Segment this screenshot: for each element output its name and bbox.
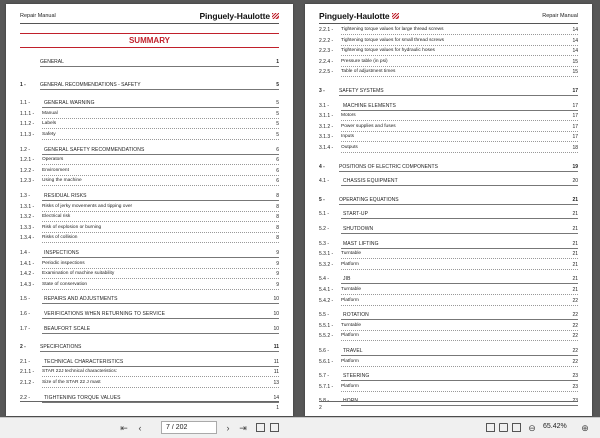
toc-num: 1.1.1 - xyxy=(20,110,35,117)
toc-title: Electrical risk xyxy=(42,214,71,220)
toc-page: 22 xyxy=(572,312,578,319)
toc-num: 5.5.1 - xyxy=(319,322,334,329)
toc-row[interactable] xyxy=(319,69,578,76)
toc-page: 11 xyxy=(273,369,279,376)
brand-logo xyxy=(319,11,399,21)
summary-title: SUMMARY xyxy=(20,33,279,48)
toc-num: 4 - xyxy=(319,163,325,170)
brand-flag-icon xyxy=(392,13,399,19)
toc-title: Inputs xyxy=(341,134,355,140)
toc-row[interactable] xyxy=(20,380,279,387)
brand-logo xyxy=(199,11,279,21)
toc-num: 3.1.1 - xyxy=(319,113,334,120)
toc-title: Outputs xyxy=(341,145,358,150)
toc-num: 1.2 - xyxy=(20,146,31,153)
brand-flag-icon xyxy=(272,13,279,19)
toc-page: 9 xyxy=(276,271,279,278)
toc-row[interactable] xyxy=(319,312,578,319)
toc-page: 20 xyxy=(572,178,578,185)
toc-num: 3.1.3 - xyxy=(319,134,334,141)
toc-title: BEAUFORT SCALE xyxy=(44,325,91,332)
header-rule xyxy=(20,23,279,24)
zoom-out-icon[interactable]: ⊖ xyxy=(528,423,536,433)
toc-row[interactable] xyxy=(319,211,578,218)
header-rule xyxy=(319,23,578,24)
toc-num: 1.3 - xyxy=(20,193,31,199)
toc-row[interactable] xyxy=(319,226,578,233)
header-manual-label: Repair Manual xyxy=(20,13,56,19)
toc-row[interactable] xyxy=(20,261,279,268)
toc-title: Examination of machine suitability xyxy=(42,271,115,277)
toc-row[interactable] xyxy=(20,311,279,318)
toc-num: 2.2.3 - xyxy=(319,48,334,55)
toc-title: START-UP xyxy=(343,211,369,218)
toc-num: 2.2 - xyxy=(20,394,31,401)
toc-title: GENERAL SAFETY RECOMMENDATIONS xyxy=(44,146,145,153)
toc-num: 5.3.1 - xyxy=(319,251,334,258)
toc-title: State of conservation xyxy=(42,281,88,287)
toc-page: 8 xyxy=(276,224,279,231)
toc-num: 1.6 - xyxy=(20,311,31,317)
toc-num: 5.4.1 - xyxy=(319,287,334,293)
toc-page: 8 xyxy=(276,214,279,221)
toc-title: HORN xyxy=(343,398,359,405)
toc-title: Platform xyxy=(341,261,359,267)
toc-row[interactable] xyxy=(20,193,279,200)
toc-row[interactable] xyxy=(319,359,578,366)
toc-title: TECHNICAL CHARACTERISTICS xyxy=(44,358,124,365)
two-page-icon[interactable] xyxy=(512,423,521,432)
toc-page: 21 xyxy=(572,226,578,232)
toc-num: 5.3.2 - xyxy=(319,261,334,268)
toc-num: 3 - xyxy=(319,88,325,94)
toc-title: Tightening torque values for hydraulic hoses xyxy=(341,48,435,54)
toc-page: 6 xyxy=(276,167,279,174)
toc-title: Platform xyxy=(341,383,359,389)
toc-num: 3.1.2 - xyxy=(319,123,334,130)
toc-title: INSPECTIONS xyxy=(44,250,79,256)
toc-title: STAR 22J technical characteristics: xyxy=(42,369,118,375)
toc-row[interactable] xyxy=(20,282,279,289)
toc-page: 14 xyxy=(572,48,578,55)
toc-title: Tightening torque values for large thread screws xyxy=(341,27,444,32)
toc-page: 23 xyxy=(572,398,578,405)
toc-row[interactable] xyxy=(319,88,578,95)
toc-page: 9 xyxy=(276,260,279,267)
toc-row[interactable] xyxy=(319,164,578,171)
fit-page-icon[interactable] xyxy=(486,423,495,432)
toc-title: TRAVEL xyxy=(343,348,363,354)
toc-num: 2.1.2 - xyxy=(20,380,35,386)
toc-page: 21 xyxy=(572,251,578,258)
toc-page: 19 xyxy=(572,163,578,170)
toc-num: 1.4.2 - xyxy=(20,271,35,278)
toc-page: 17 xyxy=(572,113,578,120)
toc-title: TIGHTENING TORQUE VALUES xyxy=(44,394,121,401)
toc-title: Operators xyxy=(42,157,64,163)
toc-page: 9 xyxy=(276,281,279,288)
toc-page: 13 xyxy=(273,380,279,386)
toc-page: 23 xyxy=(572,383,578,390)
toc-row[interactable] xyxy=(20,168,279,175)
toc-title: Using the machine xyxy=(42,178,82,184)
toc-page: 8 xyxy=(276,193,279,199)
brand-name: Pinguely-Haulotte xyxy=(199,11,270,21)
toc-page: 14 xyxy=(572,37,578,44)
zoom-in-icon[interactable]: ⊕ xyxy=(581,423,589,433)
toc-page: 17 xyxy=(572,102,578,109)
toc-num: 1.3.1 - xyxy=(20,203,35,210)
copy-icon[interactable] xyxy=(256,423,265,432)
toc-row[interactable] xyxy=(20,271,279,278)
toc-row[interactable] xyxy=(20,344,279,351)
toc-page: 5 xyxy=(276,132,279,138)
toc-num: 3.1.4 - xyxy=(319,145,334,151)
first-page-icon[interactable]: ⇤ xyxy=(120,423,128,433)
toc-page: 14 xyxy=(572,27,578,33)
toc-title: Turntable xyxy=(341,322,362,328)
toc-title: Power supplies and fuses xyxy=(341,123,396,129)
next-page-icon[interactable]: › xyxy=(226,423,230,433)
toc-row[interactable] xyxy=(20,235,279,242)
toc-title: Safety xyxy=(42,132,56,137)
toc-title: Environment xyxy=(42,167,69,173)
toc-num: 1.1 - xyxy=(20,100,31,107)
toc-num: 1.4.1 - xyxy=(20,260,35,267)
toc-row[interactable] xyxy=(319,113,578,120)
toc-num: 2.2.4 - xyxy=(319,58,334,65)
toc-page: 15 xyxy=(572,58,578,65)
footer-rule xyxy=(20,401,279,402)
toc-num: 1.5 - xyxy=(20,296,31,303)
toc-title: SHUTDOWN xyxy=(343,226,374,232)
toc-row[interactable] xyxy=(319,276,578,283)
toc-page: 10 xyxy=(273,311,279,317)
right-page xyxy=(305,4,592,416)
last-page-icon[interactable]: ⇥ xyxy=(239,423,247,433)
toc-row[interactable] xyxy=(319,178,578,185)
toc-num: 1.4.3 - xyxy=(20,281,35,288)
toc-row[interactable] xyxy=(319,103,578,110)
page-header xyxy=(319,11,578,23)
toc-title: GENERAL RECOMMENDATIONS - SAFETY xyxy=(40,81,141,88)
toc-num: 2.1 - xyxy=(20,358,31,365)
toc-page: 10 xyxy=(273,296,279,303)
toc-num: 1.2.3 - xyxy=(20,178,35,185)
toc-num: 5.6.1 - xyxy=(319,358,334,365)
toc-page: 21 xyxy=(572,211,578,218)
viewer-toolbar xyxy=(0,417,600,438)
toc-page: 11 xyxy=(273,358,279,365)
toc-title: GENERAL WARNING xyxy=(44,100,95,107)
toc-page: 8 xyxy=(276,203,279,210)
toc-title: Turntable xyxy=(341,287,362,292)
page-number: 1 xyxy=(276,405,279,411)
toc-title: Risk of explosion or burning xyxy=(42,224,102,230)
toc-row[interactable] xyxy=(319,59,578,66)
toc-title: Risks of collision xyxy=(42,235,78,241)
toc-row[interactable] xyxy=(319,298,578,305)
toc-row[interactable] xyxy=(319,348,578,355)
toc-num: 2.2.1 - xyxy=(319,27,334,33)
toc-row[interactable] xyxy=(319,38,578,45)
toc-title: Platform xyxy=(341,297,359,303)
toc-row[interactable] xyxy=(20,132,279,139)
fit-width-icon[interactable] xyxy=(499,423,508,432)
toc-num: 1.4 - xyxy=(20,250,31,256)
toc-num: 5.6 - xyxy=(319,348,330,354)
toc-row[interactable] xyxy=(20,369,279,376)
toc-page: 1 xyxy=(276,59,279,65)
toc-row[interactable] xyxy=(20,147,279,154)
toc-title: SPECIFICATIONS xyxy=(40,344,82,351)
toc-title: GENERAL xyxy=(40,59,64,65)
toc-row[interactable] xyxy=(20,296,279,303)
toc-row[interactable] xyxy=(20,204,279,211)
toc-num: 3.1 - xyxy=(319,102,330,109)
page-number: 2 xyxy=(319,405,322,411)
toc-num: 5.3 - xyxy=(319,240,330,247)
toc-row[interactable] xyxy=(20,121,279,128)
toc-row[interactable] xyxy=(319,124,578,131)
toc-row[interactable] xyxy=(319,323,578,330)
toc-num: 4.1 - xyxy=(319,178,330,185)
toc-page: 6 xyxy=(276,146,279,153)
toc-page: 6 xyxy=(276,157,279,164)
toc-page: 14 xyxy=(273,394,279,401)
toc-title: Manual xyxy=(42,110,58,116)
toc-title: ROTATION xyxy=(343,312,369,319)
toc-page: 17 xyxy=(572,123,578,130)
toc-num: 1.3.4 - xyxy=(20,235,35,242)
toc-title: VERIFICATIONS WHEN RETURNING TO SERVICE xyxy=(44,311,166,317)
toc-page: 17 xyxy=(572,134,578,141)
toc-page: 21 xyxy=(572,276,578,283)
toc-title: SAFETY SYSTEMS xyxy=(339,88,384,94)
toc-title: Risks of jerky movements and tipping over xyxy=(42,203,133,209)
toc-page: 21 xyxy=(572,287,578,293)
brand-name: Pinguely-Haulotte xyxy=(319,11,390,21)
toc-title: Periodic inspections xyxy=(42,260,85,266)
toc-page: 17 xyxy=(572,88,578,94)
toc-page: 22 xyxy=(572,348,578,354)
toc-page: 5 xyxy=(276,121,279,128)
toc-page: 9 xyxy=(276,250,279,256)
toc-page: 6 xyxy=(276,178,279,185)
toc-num: 5.8 - xyxy=(319,398,330,405)
toc-num: 1.1.2 - xyxy=(20,121,35,128)
header-manual-label: Repair Manual xyxy=(542,13,578,19)
toc-title: Tightening torque values for small thread screws xyxy=(341,37,445,43)
toc-row[interactable] xyxy=(20,100,279,107)
toc-row[interactable] xyxy=(20,178,279,185)
toc-row[interactable] xyxy=(319,241,578,248)
copy-icon[interactable] xyxy=(270,423,279,432)
toc-num: 5.7.1 - xyxy=(319,383,334,390)
toc-title: REPAIRS AND ADJUSTMENTS xyxy=(44,296,118,303)
toc-num: 2.1.1 - xyxy=(20,369,35,376)
toc-page: 23 xyxy=(572,373,578,380)
toc-page: 18 xyxy=(572,145,578,151)
toc-row[interactable] xyxy=(20,359,279,366)
toc-page: 5 xyxy=(276,100,279,107)
page-number-input[interactable] xyxy=(161,421,217,434)
toc-num: 5.2 - xyxy=(319,226,330,232)
toc-title: MACHINE ELEMENTS xyxy=(343,102,396,109)
toc-row[interactable] xyxy=(20,225,279,232)
toc-num: 5.4 - xyxy=(319,276,330,283)
toc-page: 11 xyxy=(273,344,279,351)
toc-row[interactable] xyxy=(319,197,578,204)
toc-row[interactable] xyxy=(20,111,279,118)
toc-num: 1.3.3 - xyxy=(20,224,35,231)
page-header xyxy=(20,11,279,23)
toc-num: 2.2.2 - xyxy=(319,37,334,44)
toc-row[interactable] xyxy=(319,373,578,380)
zoom-level[interactable]: 65.42% xyxy=(543,423,567,430)
toc-title: Table of adjustment times xyxy=(341,69,396,75)
toc-num: 2 - xyxy=(20,344,26,351)
toc-title: POSITIONS OF ELECTRIC COMPONENTS xyxy=(339,163,438,170)
toc-page: 22 xyxy=(572,322,578,329)
left-page xyxy=(6,4,293,416)
toc-title: Platform xyxy=(341,358,359,364)
toc-row[interactable] xyxy=(319,134,578,141)
toc-row[interactable] xyxy=(20,326,279,333)
toc-num: 1 - xyxy=(20,81,26,88)
toc-row[interactable] xyxy=(20,250,279,257)
toc-row[interactable] xyxy=(319,287,578,294)
toc-title: Labels xyxy=(42,121,57,127)
toc-title: JIB xyxy=(343,276,351,283)
toc-row[interactable] xyxy=(20,82,279,89)
toc-page: 5 xyxy=(276,81,279,88)
toc-row[interactable] xyxy=(319,262,578,269)
toc-page: 22 xyxy=(572,358,578,365)
toc-page: 10 xyxy=(273,325,279,332)
toc-row[interactable] xyxy=(319,384,578,391)
toc-num: 5.5 - xyxy=(319,312,330,319)
toc-page: 15 xyxy=(572,69,578,76)
toc-title: RESIDUAL RISKS xyxy=(44,193,87,199)
toc-num: 1.1.3 - xyxy=(20,132,35,138)
toc-page: 22 xyxy=(572,297,578,304)
toc-num: 5.5.2 - xyxy=(319,333,334,340)
toc-num: 1.2.1 - xyxy=(20,157,35,164)
toc-num: 5.4.2 - xyxy=(319,297,334,304)
toc-row[interactable] xyxy=(319,333,578,340)
footer-rule xyxy=(319,401,578,402)
toc-title: STEERING xyxy=(343,373,370,380)
toc-row[interactable] xyxy=(319,145,578,152)
toc-row[interactable] xyxy=(319,27,578,34)
toc-row[interactable] xyxy=(20,214,279,221)
previous-page-icon[interactable]: ‹ xyxy=(138,423,142,433)
toc-title: Turntable xyxy=(341,251,362,257)
toc-title: OPERATING EQUATIONS xyxy=(339,196,399,203)
toc-row[interactable] xyxy=(319,251,578,258)
toc-num: 5 - xyxy=(319,196,325,203)
toc-title: CHASSIS EQUIPMENT xyxy=(343,178,398,185)
toc-num: 5.1 - xyxy=(319,211,330,218)
toc-num: 5.7 - xyxy=(319,373,330,380)
toc-row[interactable] xyxy=(20,59,279,66)
toc-num: 1.7 - xyxy=(20,325,31,332)
toc-title: Size of the STAR 22 J mast xyxy=(42,380,101,385)
toc-page: 21 xyxy=(572,196,578,203)
toc-page: 21 xyxy=(572,240,578,247)
toc-title: MAST LIFTING xyxy=(343,240,379,247)
toc-title: Pressure table (in psi) xyxy=(341,58,388,64)
toc-num: 1.3.2 - xyxy=(20,214,35,221)
toc-title: Platform xyxy=(341,333,359,339)
toc-num: 2.2.5 - xyxy=(319,69,334,76)
toc-num: 1.2.2 - xyxy=(20,167,35,174)
toc-page: 8 xyxy=(276,235,279,242)
toc-page: 5 xyxy=(276,110,279,117)
toc-title: Motors xyxy=(341,113,356,119)
toc-page: 22 xyxy=(572,333,578,340)
toc-row[interactable] xyxy=(319,48,578,55)
toc-page: 21 xyxy=(572,261,578,268)
toc-row[interactable] xyxy=(20,157,279,164)
